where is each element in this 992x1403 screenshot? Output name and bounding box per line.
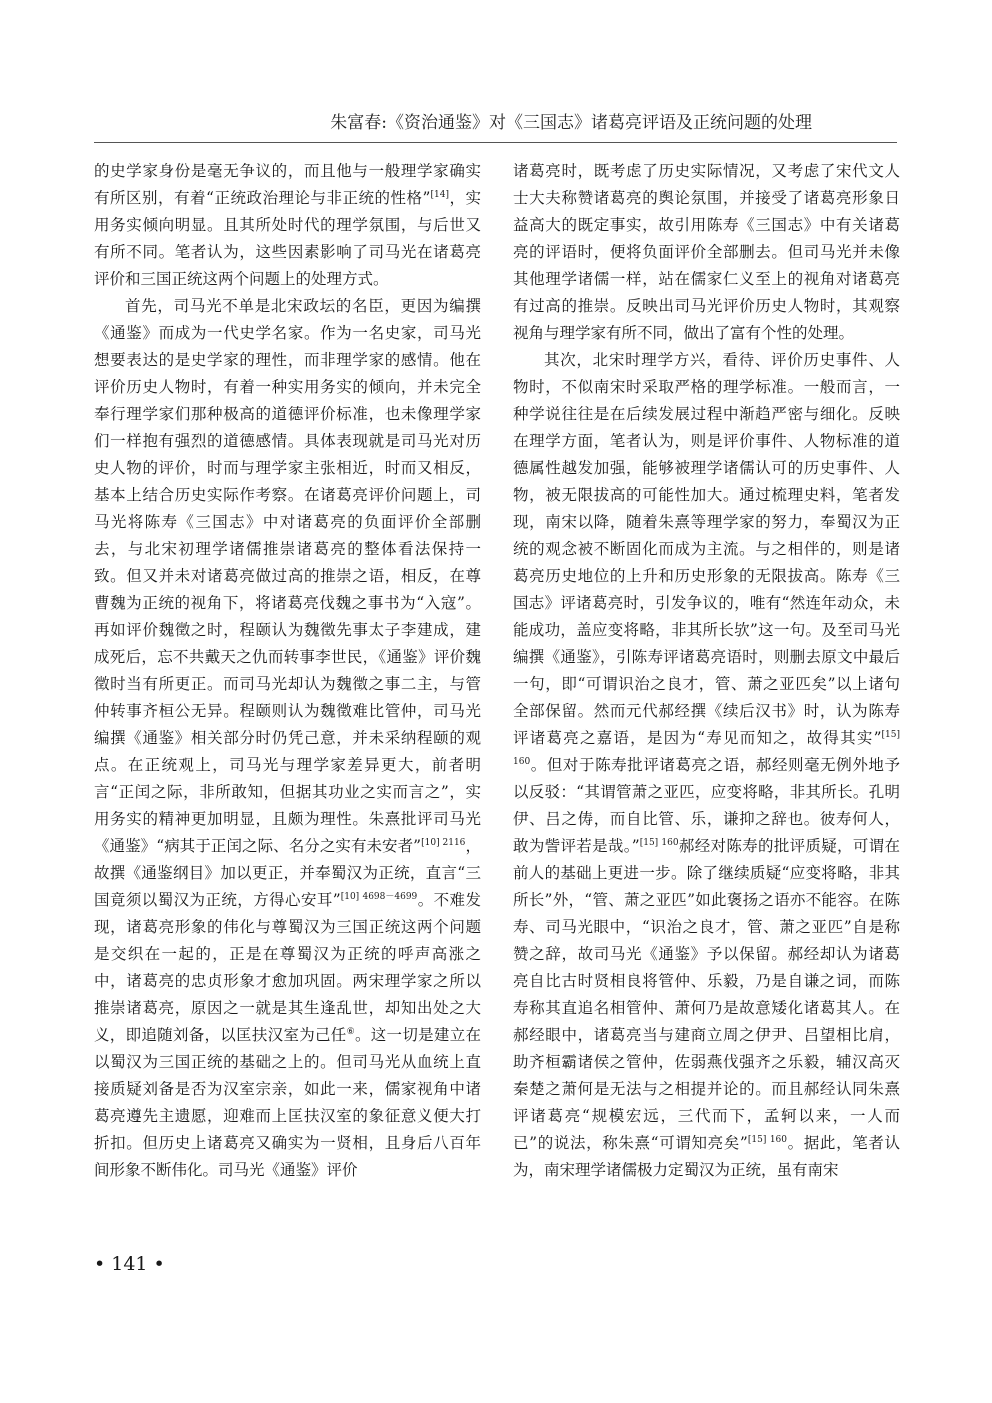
text-run: 。据此，笔者认为，南宋理学诸儒极力定蜀汉为正统，虽有南宋 bbox=[513, 1134, 900, 1179]
page-number: • 141 • bbox=[94, 1253, 165, 1275]
left-column bbox=[94, 158, 481, 1184]
text-run: 。但对于陈寿批评诸葛亮之语，郝经则毫无例外地予以反驳：“其谓管萧之亚匹，应变将略，非其所长。孔明伊、吕之俦，而自比管、乐，谦抑之辞也。彼寿何人，敢为訾评若是哉。” bbox=[513, 756, 900, 855]
text-run: 。这一切是建立在以蜀汉为三国正统的基础之上的。但司马光从血统上直接质疑刘备是否为汉室宗亲，如此一来，儒家视角中诸葛亮遵先主遗愿，迎难而上匡扶汉室的象征意义便大打折扣。但历史上诸葛亮又确实为一贤相，且身后八百年间形象不断伟化。司马光《通鉴》评价 bbox=[94, 1026, 481, 1179]
citation-ref: ⑥ bbox=[346, 1027, 355, 1037]
text-run: 其次，北宋时理学方兴，看待、评价历史事件、人物时，不似南宋时采取严格的理学标准。一般而言，一种学说往往是在后续发展过程中渐趋严密与细化。反映在理学方面，笔者认为，则是评价事件、人物标准的道德属性越发加强，能够被理学诸儒认可的历史事件、人物，被无限拔高的可能性加大。通过梳理史料，笔者发现，南宋以降，随着朱熹等理学家的努力，奉蜀汉为正统的观念被不断固化而成为主流。与之相伴的，则是诸葛亮历史地位的上升和历史形象的无限拔高。陈寿《三国志》评诸葛亮时，引发争议的，唯有“然连年动众，未能成功，盖应变将略，非其所长欤”这一句。及至司马光编撰《通鉴》，引陈寿评诸葛亮语时，则删去原文中最后一句，即“可谓识治之良才，管、萧之亚匹矣”以上诸句全部保留。然而元代郝经撰《续后汉书》时，认为陈寿评诸葛亮之嘉语，是因为“寿见而知之，故得其实” bbox=[513, 351, 900, 747]
citation-ref: [15] 160 bbox=[639, 838, 679, 848]
text-run: 。不难发现，诸葛亮形象的伟化与尊蜀汉为三国正统这两个问题是交织在一起的，正是在尊蜀汉为正统的呼声高涨之中，诸葛亮的忠贞形象才愈加巩固。两宋理学家之所以推崇诸葛亮，原因之一就是其生逢乱世，却知出处之大义，即追随刘备，以匡扶汉室为己任 bbox=[94, 891, 481, 1044]
text-run: ，实用务实倾向明显。且其所处时代的理学氛围，与后世又有所不同。笔者认为，这些因素影响了司马光在诸葛亮评价和三国正统这两个问题上的处理方式。 bbox=[94, 189, 481, 288]
running-header bbox=[94, 112, 897, 143]
paragraph bbox=[94, 158, 481, 293]
header-title: 朱富春:《资治通鉴》对《三国志》诸葛亮评语及正统问题的处理 bbox=[330, 113, 812, 133]
paragraph bbox=[513, 158, 900, 347]
right-column bbox=[513, 158, 900, 1184]
paragraph bbox=[94, 293, 481, 1184]
citation-ref: [15] 160 bbox=[747, 1135, 788, 1145]
text-run: 郝经对陈寿的批评质疑，可谓在前人的基础上更进一步。除了继续质疑“应变将略，非其所长”外，“管、萧之亚匹”如此褒扬之语亦不能容。在陈寿、司马光眼中，“识治之良才，管、萧之亚匹”自是称赞之辞，故司马光《通鉴》予以保留。郝经却认为诸葛亮自比古时贤相良将管仲、乐毅，乃是自谦之词，而陈寿称其直追名相管仲、萧何乃是故意矮化诸葛其人。在郝经眼中，诸葛亮当与建商立周之伊尹、吕望相比肩，助齐桓霸诸侯之管仲，佐弱燕伐强齐之乐毅，辅汉高灭秦楚之萧何是无法与之相提并论的。而且郝经认同朱熹评诸葛亮“规模宏远，三代而下，孟轲以来，一人而已”的说法，称朱熹“可谓知亮矣” bbox=[513, 837, 900, 1152]
text-run: 首先，司马光不单是北宋政坛的名臣，更因为编撰《通鉴》而成为一代史学名家。作为一名史家，司马光想要表达的是史学家的理性，而非理学家的感情。他在评价历史人物时，有着一种实用务实的倾向，并未完全奉行理学家们那种极高的道德评价标准，也未像理学家们一样抱有强烈的道德感情。具体表现就是司马光对历史人物的评价，时而与理学家主张相近，时而又相反，基本上结合历史实际作考察。在诸葛亮评价问题上，司马光将陈寿《三国志》中对诸葛亮的负面评价全部删去，与北宋初理学诸儒推崇诸葛亮的整体看法保持一致。但又并未对诸葛亮做过高的推崇之语，相反，在尊曹魏为正统的视角下，将诸葛亮伐魏之事书为“入寇”。再如评价魏徵之时，程颐认为魏徵先事太子李建成，建成死后，忘不共戴天之仇而转事李世民，《通鉴》评价魏徵时当有所更正。而司马光却认为魏徵之事二主，与管仲转事齐桓公无异。程颐则认为魏徵难比管仲，司马光编撰《通鉴》相关部分时仍凭己意，并未采纳程颐的观点。在正统观上，司马光与理学家差异更大，前者明言“正闰之际，非所敢知，但据其功业之实而言之”，实用务实的精神更加明显，且颇为理性。朱熹批评司马光《通鉴》“病其于正闰之际、名分之实有未安者” bbox=[94, 297, 481, 855]
text-run: ，故撰《通鉴纲目》加以更正，并奉蜀汉为正统，直言“三国竟须以蜀汉为正统，方得心安耳” bbox=[94, 837, 481, 909]
text-run: 诸葛亮时，既考虑了历史实际情况，又考虑了宋代文人士大夫称赞诸葛亮的舆论氛围，并接受了诸葛亮形象日益高大的既定事实，故引用陈寿《三国志》中有关诸葛亮的评语时，便将负面评价全部删去。但司马光并未像其他理学诸儒一样，站在儒家仁义至上的视角对诸葛亮有过高的推崇。反映出司马光评价历史人物时，其观察视角与理学家有所不同，做出了富有个性的处理。 bbox=[513, 162, 900, 342]
paragraph bbox=[513, 347, 900, 1184]
citation-ref: [14] bbox=[430, 190, 449, 200]
citation-ref: [15] 160 bbox=[513, 730, 900, 767]
citation-ref: [10] 4698－4699 bbox=[340, 892, 418, 902]
citation-ref: [10] 2116 bbox=[421, 838, 466, 848]
text-run: 的史学家身份是毫无争议的，而且他与一般理学家确实有所区别，有着“正统政治理论与非正统的性格” bbox=[94, 162, 481, 207]
